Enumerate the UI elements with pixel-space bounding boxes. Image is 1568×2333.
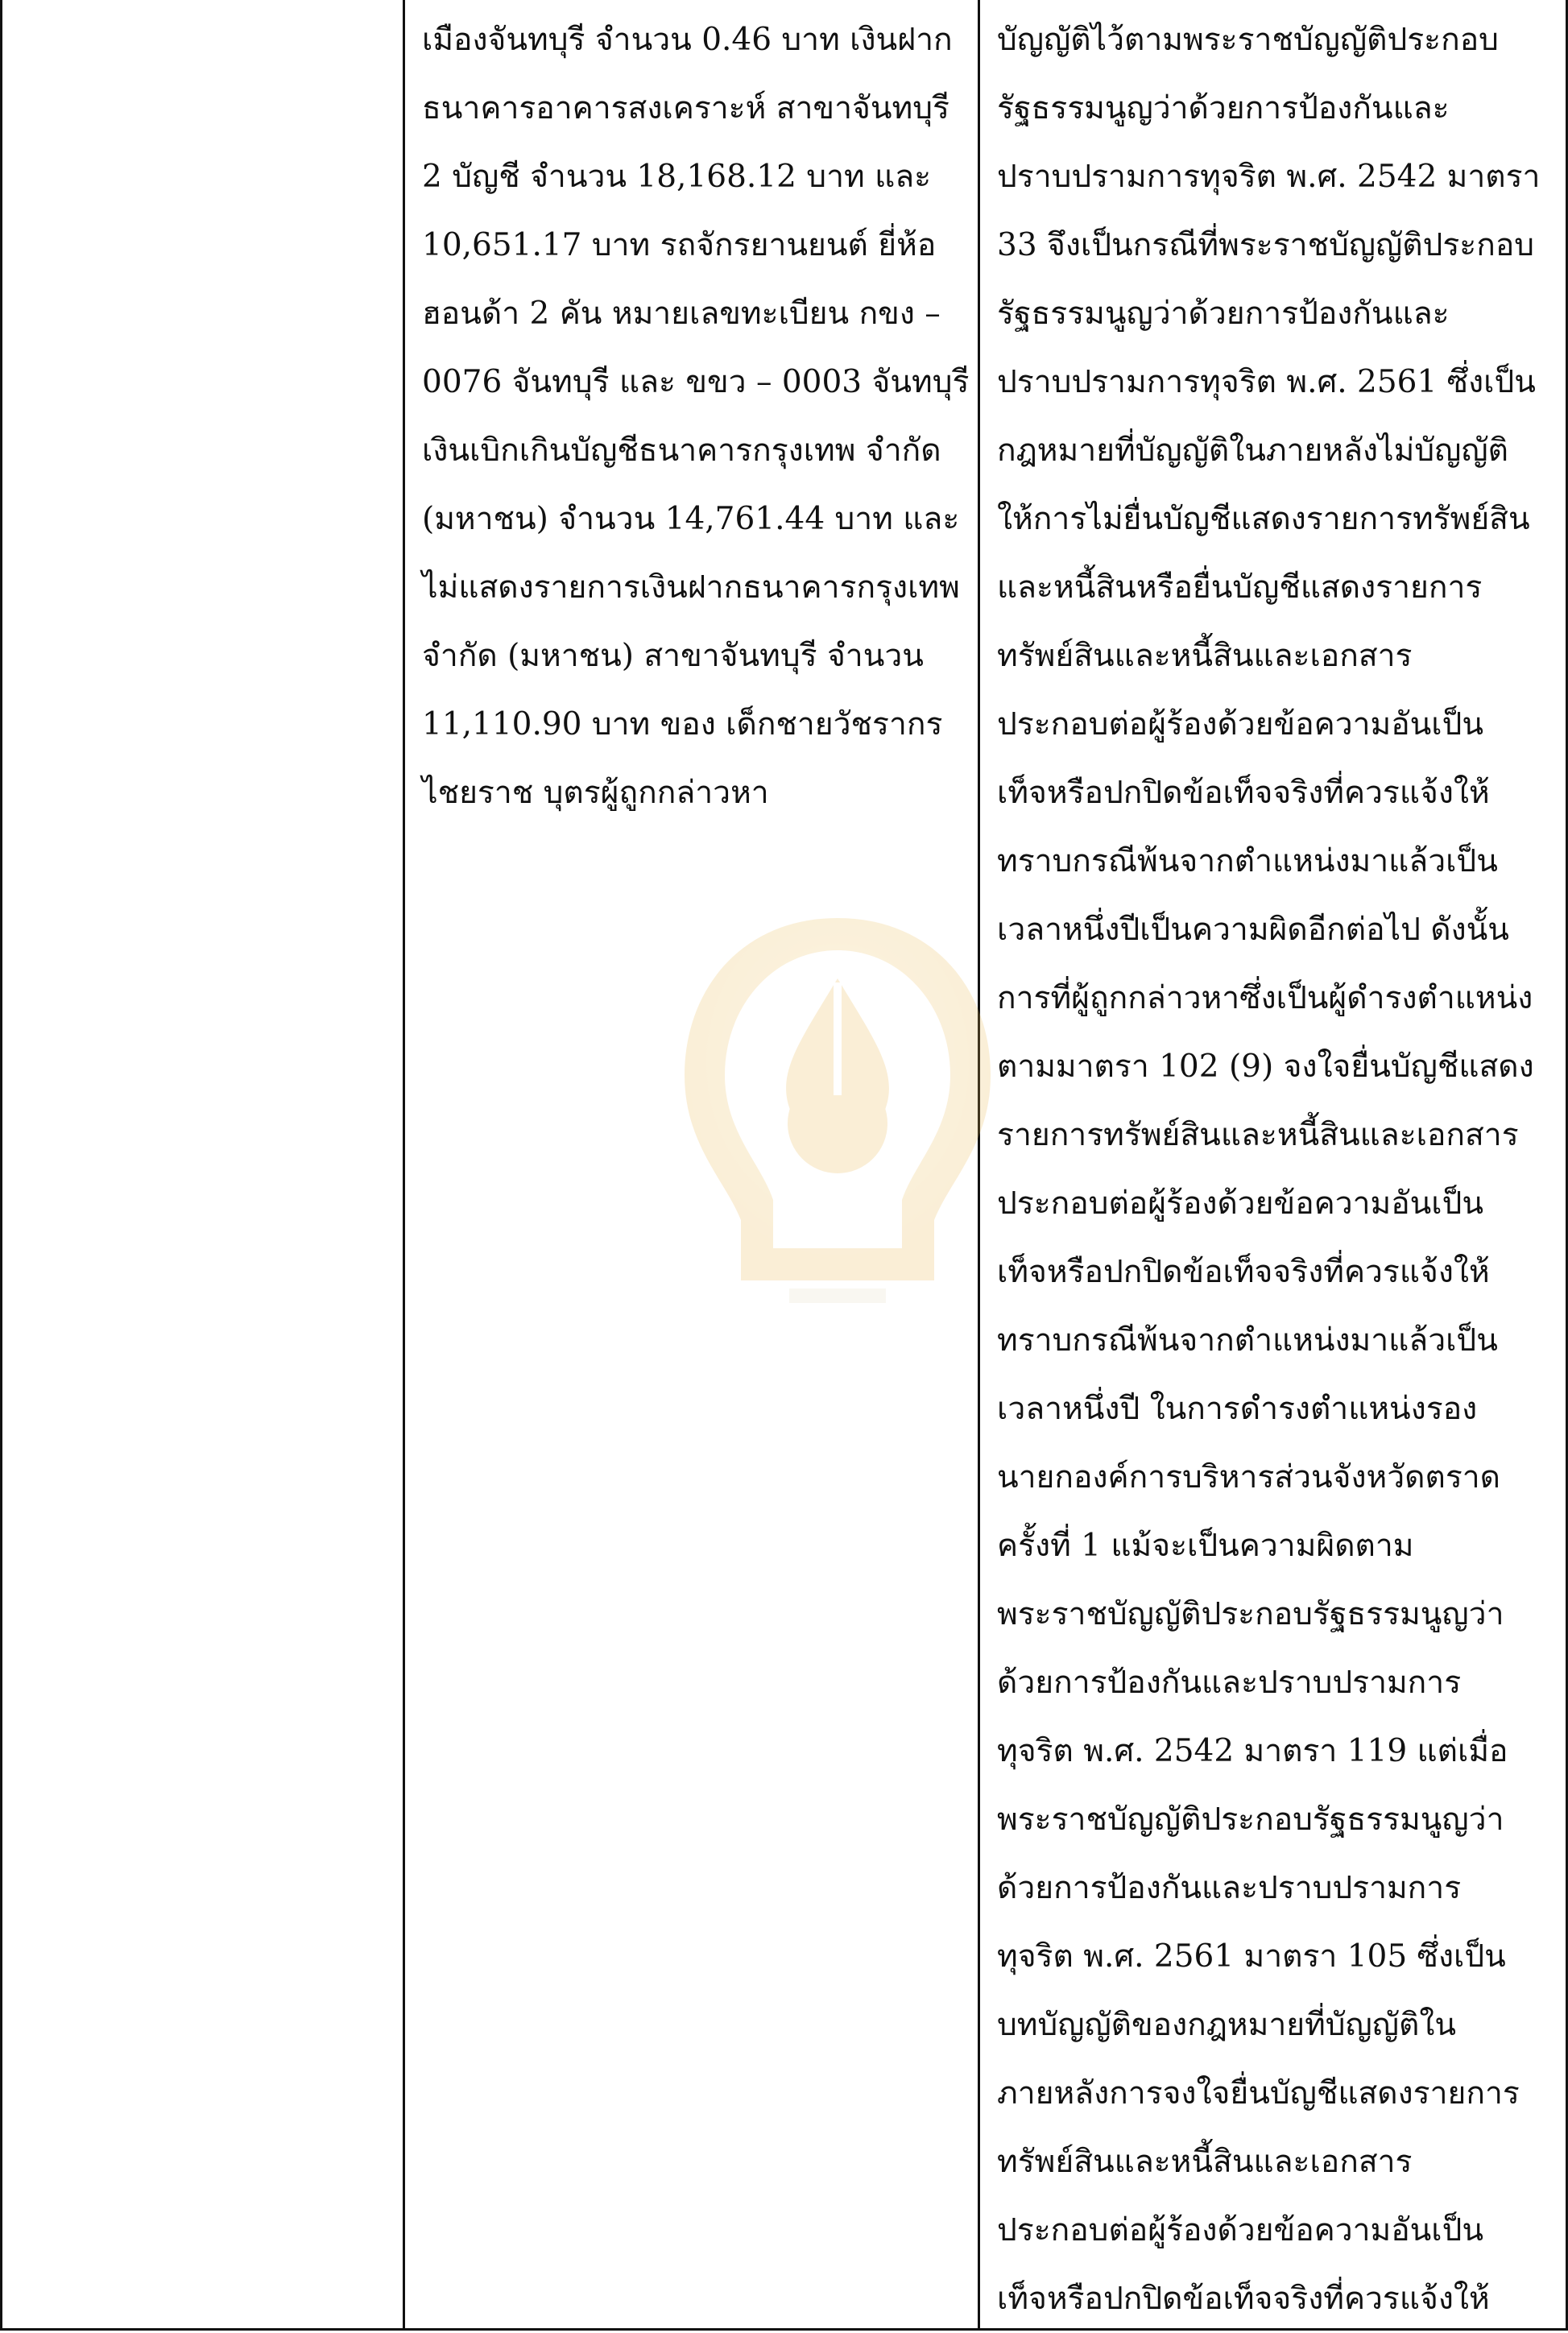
text-line: (มหาชน) จำนวน 14,761.44 บาท และ — [422, 501, 960, 537]
text-line: ประกอบต่อผู้ร้องด้วยข้อความอันเป็น — [997, 2212, 1484, 2248]
text-line: กฎหมายที่บัญญัติในภายหลังไม่บัญญัติ — [997, 432, 1508, 469]
text-line: ปราบปรามการทุจริต พ.ศ. 2542 มาตรา — [997, 159, 1541, 195]
text-line: พระราชบัญญัติประกอบรัฐธรรมนูญว่า — [997, 1801, 1504, 1838]
text-line: ประกอบต่อผู้ร้องด้วยข้อความอันเป็น — [997, 706, 1484, 743]
text-line: ทราบกรณีพ้นจากตำแหน่งมาแล้วเป็น — [997, 1322, 1498, 1359]
column-2-text — [404, 0, 979, 827]
text-line: และหนี้สินหรือยื่นบัญชีแสดงรายการ — [997, 569, 1483, 606]
text-line: ไม่แสดงรายการเงินฝากธนาคารกรุงเทพ — [422, 569, 960, 606]
text-line: ไชยราช บุตรผู้ถูกกล่าวหา — [422, 775, 769, 811]
text-line: 10,651.17 บาท รถจักรยานยนต์ ยี่ห้อ — [422, 227, 937, 263]
text-line: เวลาหนึ่งปีเป็นความผิดอีกต่อไป ดังนั้น — [997, 912, 1509, 948]
text-line: เท็จหรือปกปิดข้อเท็จจริงที่ควรแจ้งให้ — [997, 775, 1490, 811]
text-line: บัญญัติไว้ตามพระราชบัญญัติประกอบ — [997, 22, 1499, 58]
text-line: 33 จึงเป็นกรณีที่พระราชบัญญัติประกอบ — [997, 227, 1535, 263]
text-line: เวลาหนึ่งปี ในการดำรงตำแหน่งรอง — [997, 1391, 1478, 1427]
text-line: รัฐธรรมนูญว่าด้วยการป้องกันและ — [997, 296, 1450, 332]
text-line: 2 บัญชี จำนวน 18,168.12 บาท และ — [422, 159, 932, 195]
text-line: การที่ผู้ถูกกล่าวหาซึ่งเป็นผู้ดำรงตำแหน่ง — [997, 980, 1533, 1016]
text-line: ทรัพย์สินและหนี้สินและเอกสาร — [997, 2144, 1413, 2180]
text-line: ตามมาตรา 102 (9) จงใจยื่นบัญชีแสดง — [997, 1049, 1534, 1085]
text-line: ทุจริต พ.ศ. 2561 มาตรา 105 ซึ่งเป็น — [997, 1938, 1506, 1975]
text-line: เงินเบิกเกินบัญชีธนาคารกรุงเทพ จำกัด — [422, 432, 941, 469]
text-line: 11,110.90 บาท ของ เด็กชายวัชรากร — [422, 706, 943, 743]
text-line: ด้วยการป้องกันและปราบปรามการ — [997, 1665, 1462, 1701]
text-line: รายการทรัพย์สินและหนี้สินและเอกสาร — [997, 1117, 1519, 1153]
text-line: เท็จหรือปกปิดข้อเท็จจริงที่ควรแจ้งให้ — [997, 1254, 1490, 1290]
text-line: ปราบปรามการทุจริต พ.ศ. 2561 ซึ่งเป็น — [997, 364, 1536, 400]
table-column-1 — [0, 0, 404, 2331]
column-3-text — [979, 0, 1568, 2333]
table-column-3 — [979, 0, 1568, 2331]
table-column-2 — [404, 0, 979, 2331]
text-line: ด้วยการป้องกันและปราบปรามการ — [997, 1870, 1462, 1906]
text-line: ทรัพย์สินและหนี้สินและเอกสาร — [997, 638, 1413, 674]
text-line: เมืองจันทบุรี จำนวน 0.46 บาท เงินฝาก — [422, 22, 953, 58]
text-line: นายกองค์การบริหารส่วนจังหวัดตราด — [997, 1459, 1500, 1495]
text-line: พระราชบัญญัติประกอบรัฐธรรมนูญว่า — [997, 1596, 1504, 1632]
text-line: ประกอบต่อผู้ร้องด้วยข้อความอันเป็น — [997, 1185, 1484, 1222]
text-line: เท็จหรือปกปิดข้อเท็จจริงที่ควรแจ้งให้ — [997, 2281, 1490, 2317]
text-line: ทราบกรณีพ้นจากตำแหน่งมาแล้วเป็น — [997, 843, 1498, 879]
text-line: ครั้งที่ 1 แม้จะเป็นความผิดตาม — [997, 1528, 1414, 1564]
text-line: ทุจริต พ.ศ. 2542 มาตรา 119 แต่เมื่อ — [997, 1733, 1508, 1769]
text-line: ให้การไม่ยื่นบัญชีแสดงรายการทรัพย์สิน — [997, 501, 1530, 537]
text-line: ภายหลังการจงใจยื่นบัญชีแสดงรายการ — [997, 2075, 1520, 2112]
text-line: รัฐธรรมนูญว่าด้วยการป้องกันและ — [997, 90, 1450, 126]
text-line: บทบัญญัติของกฎหมายที่บัญญัติใน — [997, 2007, 1457, 2043]
text-line: ธนาคารอาคารสงเคราะห์ สาขาจันทบุรี — [422, 90, 949, 126]
text-line: 0076 จันทบุรี และ ขขว – 0003 จันทบุรี — [422, 364, 970, 400]
text-line: จำกัด (มหาชน) สาขาจันทบุรี จำนวน — [422, 638, 924, 674]
text-line: ฮอนด้า 2 คัน หมายเลขทะเบียน กขง – — [422, 296, 941, 332]
